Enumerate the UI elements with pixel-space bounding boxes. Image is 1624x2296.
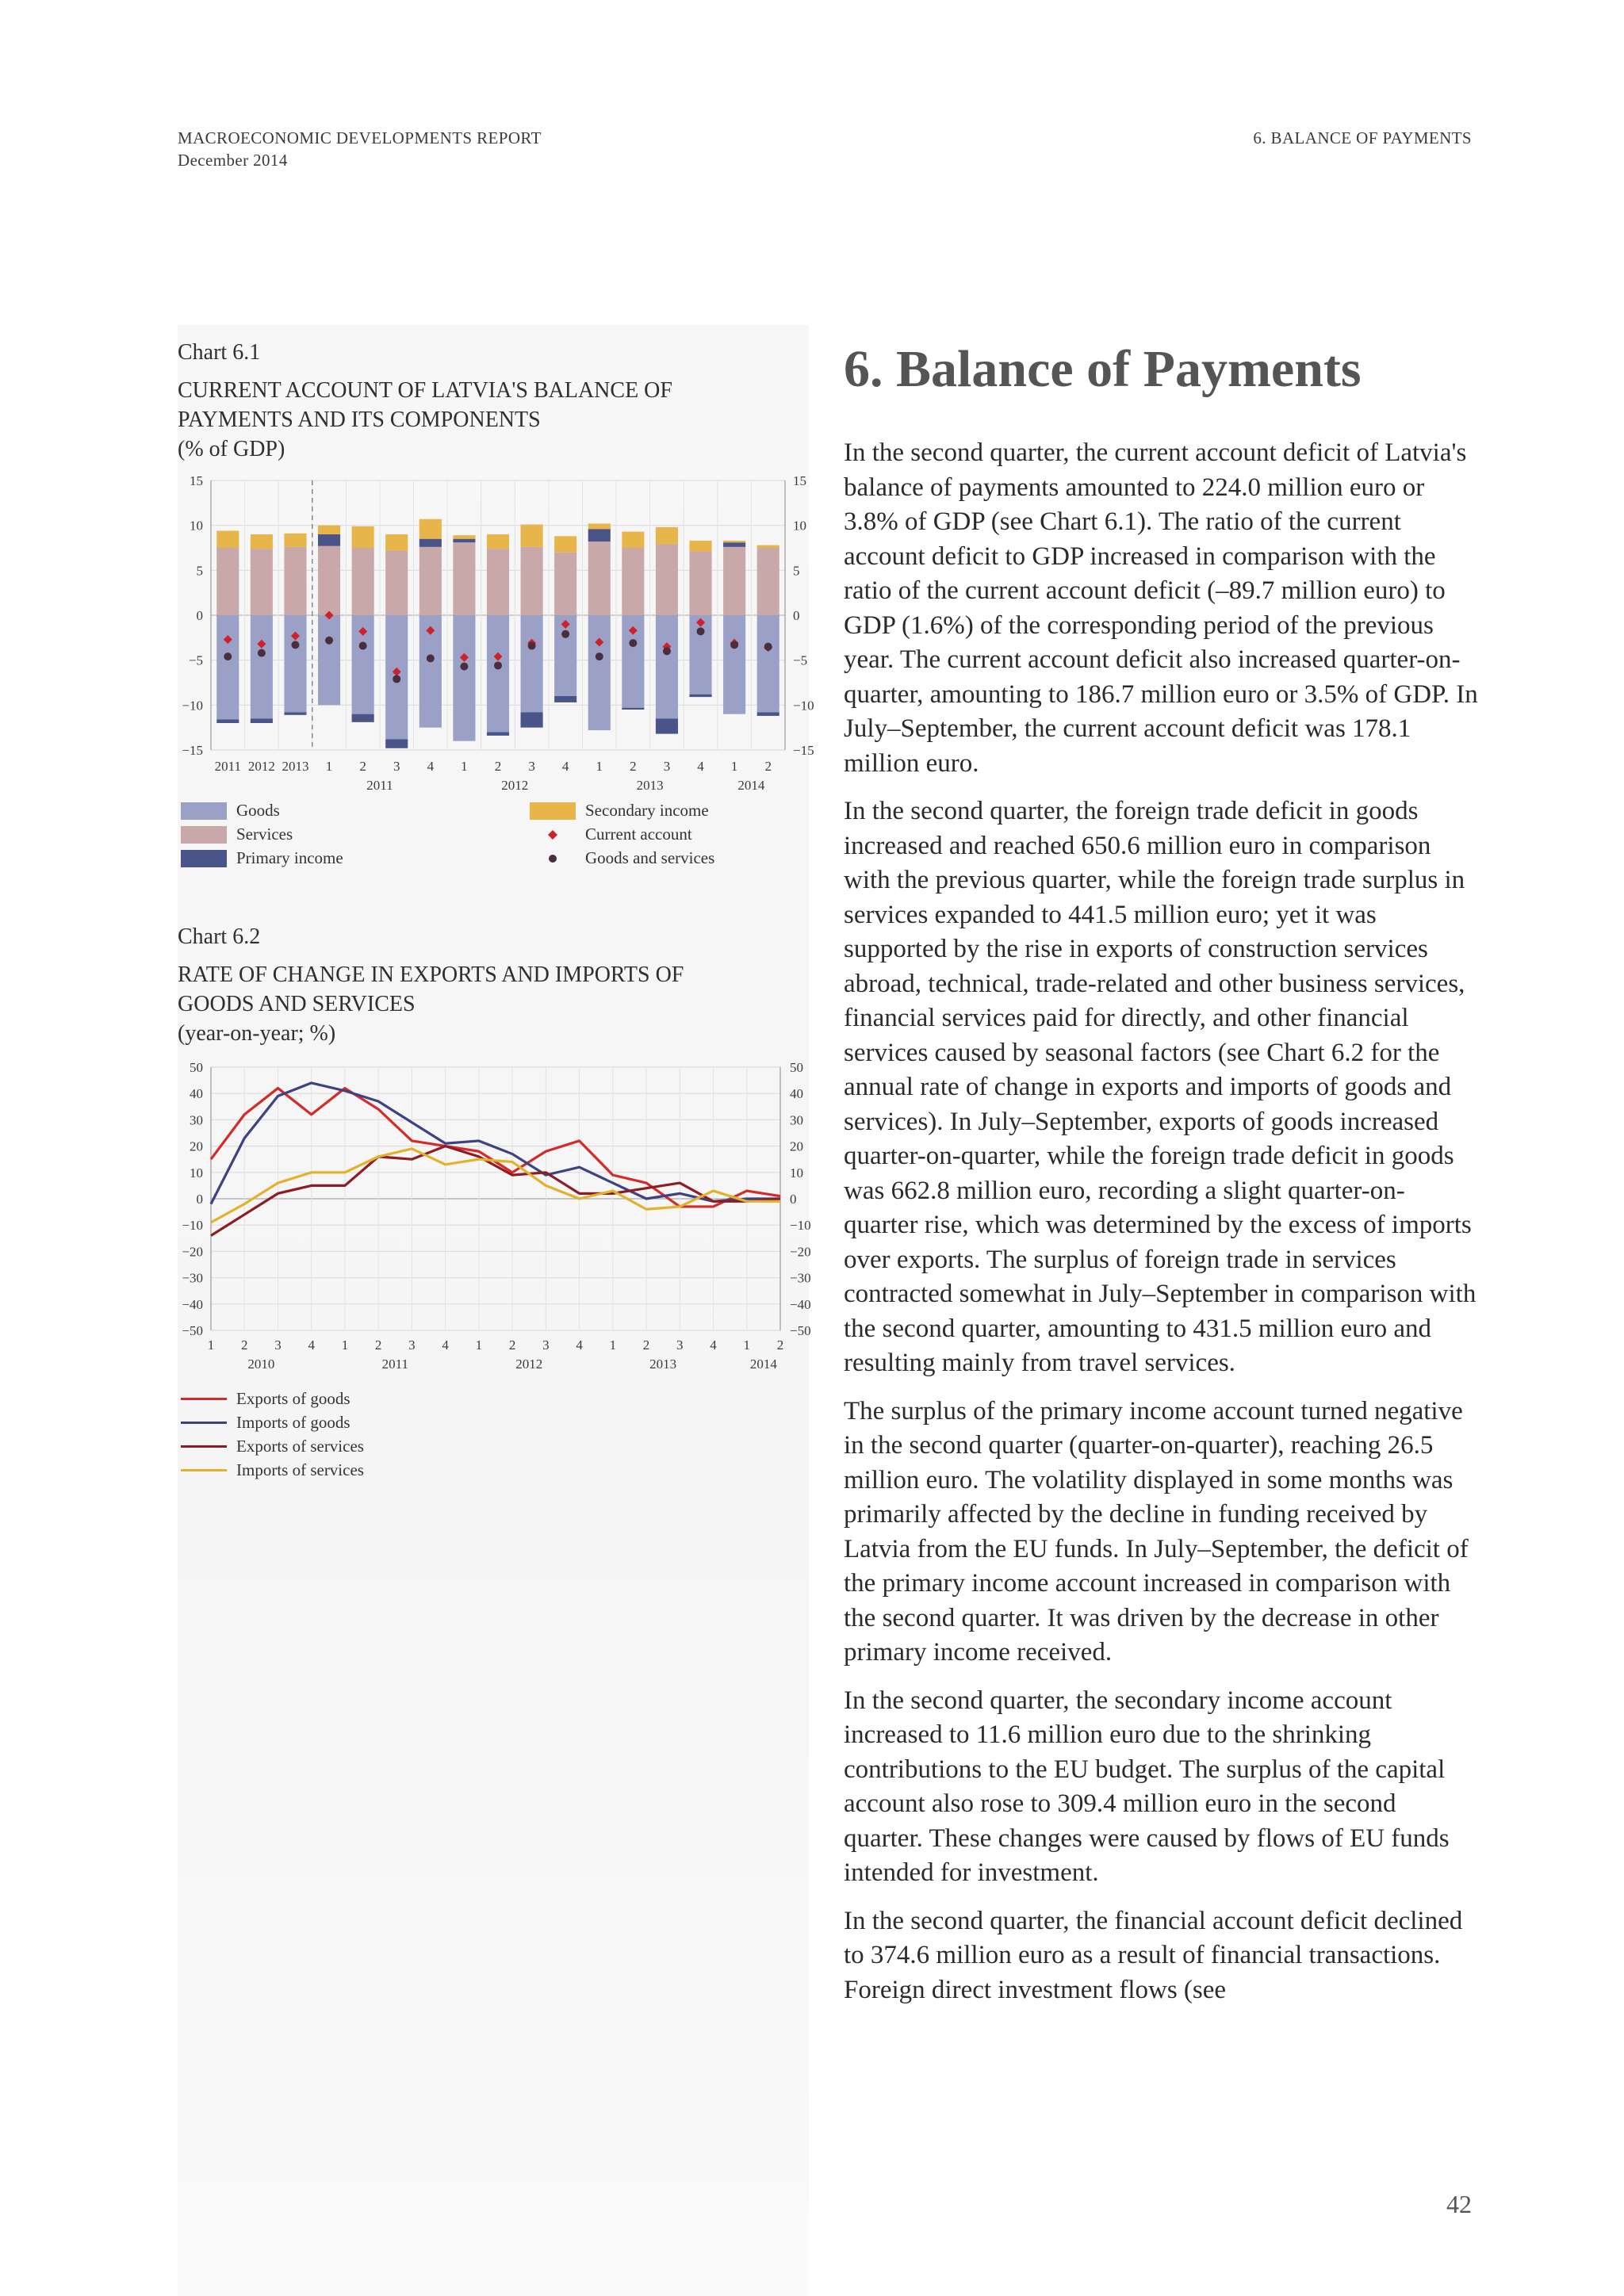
legend-label: Current account [585,825,692,844]
y-tick-label-right: 20 [790,1138,803,1154]
legend-label: Exports of goods [236,1389,350,1408]
x-tick-label: 3 [528,759,535,774]
bar-services [284,547,306,615]
legend-swatch [181,826,227,844]
chart-title-line: PAYMENTS AND ITS COMPONENTS [178,408,541,432]
x-tick-label: 1 [461,759,468,774]
article [844,339,1478,2021]
bar-goods [251,615,273,718]
y-tick-label-left: −20 [182,1244,203,1260]
marker-goods-and-services [393,675,400,683]
x-tick-label: 1 [609,1337,617,1353]
y-tick-label-right: −10 [790,1218,811,1234]
y-tick-label-left: 15 [190,473,203,488]
x-tick-label: 1 [743,1337,751,1353]
legend-item [181,1437,364,1456]
bar-primary-income [487,732,509,736]
y-tick-label-left: 30 [190,1112,203,1128]
legend-label: Goods and services [585,848,715,867]
marker-goods-and-services [291,641,299,649]
bar-primary-income [385,739,408,748]
bar-secondary-income [689,541,711,552]
chart-number: Chart 6.2 [178,924,261,949]
bar-services [588,541,611,615]
y-tick-label-right: −30 [790,1270,811,1286]
marker-goods-and-services [697,627,705,635]
bar-goods [588,615,611,730]
x-year-label: 2014 [737,778,765,793]
bar-services [689,552,711,615]
legend-label: Imports of services [236,1460,364,1479]
marker-goods-and-services [561,630,569,638]
paragraph: In the second quarter, the current account deficit of Latvia's balance of payments amounted to 224.0 million euro or 3.8% of GDP (see Chart 6.1). The ratio of the current account deficit to GDP increased in comparison with the ratio of the current account deficit (–89.7 million euro) to GDP (1.6%) of the corresponding period of the previous year. The current account deficit also increased quarter-on-quarter, amounting to 186.7 million euro or 3.5% of GDP. In July–September, the current account deficit was 178.1 million euro. [844,438,1478,778]
y-tick-label-left: 0 [196,1192,203,1207]
legend-item [181,1389,350,1409]
bar-services [352,548,374,615]
bar-secondary-income [521,525,543,547]
y-tick-label-left: 10 [190,518,203,534]
x-tick-label: 1 [596,759,603,774]
y-tick-label-right: 10 [793,518,806,534]
y-tick-label-right: 50 [790,1060,803,1075]
bar-secondary-income [656,527,678,545]
chart-title-line: CURRENT ACCOUNT OF LATVIA'S BALANCE OF [178,378,672,403]
marker-goods-and-services [427,654,435,662]
bar-services [723,547,745,615]
y-tick-label-right: 40 [790,1086,803,1102]
x-tick-label: 3 [393,759,400,774]
chart-6-2-legend [181,1389,577,1492]
x-tick-label: 2 [240,1337,248,1353]
bar-primary-income [588,529,611,541]
x-year-label: 2013 [649,1357,677,1372]
x-tick-label: 2 [630,759,637,774]
legend-item [181,848,343,868]
y-tick-label-left: −5 [188,652,203,668]
marker-goods-and-services [224,652,232,660]
y-tick-label-left: −10 [182,698,203,714]
bar-goods [216,615,239,719]
bar-secondary-income [588,523,611,529]
marker-goods-and-services [528,642,536,650]
legend-swatch [181,1469,227,1471]
x-tick-label: 1 [475,1337,483,1353]
x-tick-label: 4 [697,759,704,774]
chart-title-line: GOODS AND SERVICES [178,992,416,1016]
y-tick-label-left: 0 [196,608,203,623]
y-tick-label-right: −10 [793,698,814,714]
x-tick-label: 4 [442,1337,449,1353]
y-tick-label-right: 5 [793,563,800,579]
bar-primary-income [352,714,374,722]
report-date: December 2014 [178,151,288,170]
bar-services [622,548,644,615]
bar-primary-income [554,696,576,702]
y-tick-label-right: 0 [790,1192,797,1207]
paragraph: In the second quarter, the financial account deficit declined to 374.6 million euro as a result of financial transactions. Foreign direct investment flows (see [844,1906,1463,2004]
y-tick-label-left: 20 [190,1138,203,1154]
bar-services [487,549,509,615]
x-tick-label: 2013 [282,759,309,774]
y-tick-label-right: 15 [793,473,806,488]
bar-primary-income [757,712,779,716]
x-tick-label: 4 [561,759,569,774]
bar-goods [284,615,306,712]
x-tick-label: 2 [764,759,772,774]
y-tick-label-right: −50 [790,1323,811,1338]
bar-secondary-income [757,545,779,548]
bar-services [554,553,576,615]
paragraph: The surplus of the primary income account turned negative in the second quarter (quarter-on-quarter), reaching 26.5 million euro. The volatility displayed in some months was primarily affected by the decline in funding received by Latvia from the EU funds. In July–September, the deficit of the primary income account increased in comparison with the second quarter. It was driven by the decrease in other primary income received. [844,1396,1469,1667]
legend-item [181,1460,364,1480]
legend-swatch [181,1398,227,1400]
bar-services [251,549,273,615]
x-tick-label: 2 [494,759,502,774]
bar-primary-income [216,719,239,723]
legend-item [530,801,709,821]
chart-6-1-plot [178,468,820,809]
legend-swatch [181,1445,227,1448]
bar-primary-income [656,718,678,733]
x-tick-label: 2 [508,1337,516,1353]
x-tick-label: 4 [576,1337,583,1353]
x-year-label: 2012 [515,1357,543,1372]
legend-item [530,848,714,868]
chart-unit: (% of GDP) [178,437,285,461]
marker-goods-and-services [258,649,266,657]
x-tick-label: 1 [730,759,738,774]
x-tick-label: 1 [325,759,333,774]
x-tick-label: 3 [676,1337,684,1353]
x-tick-label: 1 [341,1337,349,1353]
paragraph: In the second quarter, the secondary income account increased to 11.6 million euro due to the shrinking contributions to the EU budget. The surplus of the capital account also rose to 309.4 million euro in the second quarter. These changes were caused by flows of EU funds intended for investment. [844,1686,1450,1887]
y-tick-label-right: −20 [790,1244,811,1260]
x-year-label: 2012 [501,778,529,793]
x-tick-label: 3 [408,1337,416,1353]
legend-item [181,1413,350,1433]
bar-secondary-income [216,530,239,548]
y-tick-label-left: −40 [182,1296,203,1312]
x-tick-label: 4 [710,1337,717,1353]
legend-swatch [181,1422,227,1424]
marker-goods-and-services [325,637,333,645]
bar-secondary-income [453,535,475,539]
y-tick-label-right: 10 [790,1165,803,1181]
chart-title-line: RATE OF CHANGE IN EXPORTS AND IMPORTS OF [178,962,684,987]
bar-goods [723,615,745,714]
chart-6-1-legend [181,801,807,880]
x-tick-label: 3 [663,759,671,774]
bar-primary-income [453,539,475,543]
bar-secondary-income [352,526,374,548]
x-year-label: 2011 [366,778,393,793]
bar-services [318,546,340,615]
bar-primary-income [251,718,273,723]
report-title: MACROECONOMIC DEVELOPMENTS REPORT [178,128,542,147]
legend-item [530,825,692,844]
marker-goods-and-services [629,639,637,647]
bar-secondary-income [251,534,273,549]
chart-unit: (year-on-year; %) [178,1021,336,1046]
page-header-right: 6. BALANCE OF PAYMENTS [1253,128,1472,147]
x-tick-label: 2 [374,1337,382,1353]
legend-label: Exports of services [236,1437,364,1456]
chart-title [178,960,812,1019]
legend-marker [530,850,576,867]
x-year-label: 2010 [247,1357,275,1372]
y-tick-label-left: −50 [182,1323,203,1338]
bar-services [757,548,779,615]
y-tick-label-left: 40 [190,1086,203,1102]
x-tick-label: 3 [274,1337,282,1353]
marker-goods-and-services [764,643,772,651]
series-line-imports-of-services [211,1149,780,1223]
bar-primary-income [622,708,644,710]
y-tick-label-left: −10 [182,1218,203,1234]
bar-goods [487,615,509,732]
marker-goods-and-services [494,661,502,669]
y-tick-label-left: −15 [182,743,203,758]
paragraph: In the second quarter, the foreign trade deficit in goods increased and reached 650.6 million euro in comparison with the previous quarter, while the foreign trade surplus in services expanded to 441.5 million euro; yet it was supported by the rise in exports of construction services abroad, technical, trade-related and other business services, financial services paid for directly, and other financial services caused by seasonal factors (see Chart 6.2 for the annual rate of change in exports and imports of goods and services). In July–September, exports of goods increased quarter-on-quarter, while the foreign trade deficit in goods was 662.8 million euro, recording a slight quarter-on-quarter rise, which was determined by the excess of imports over exports. The surplus of foreign trade in services contracted somewhat in July–September in comparison with the second quarter, amounting to 431.5 million euro and resulting mainly from travel services. [844,797,1477,1377]
x-tick-label: 4 [427,759,435,774]
x-tick-label: 1 [207,1337,215,1353]
y-tick-label-left: 50 [190,1060,203,1075]
page-number: 42 [1446,2190,1472,2218]
bar-services [656,544,678,615]
page-header-left [178,127,542,171]
legend-swatch [181,802,227,820]
x-tick-label: 3 [542,1337,550,1353]
marker-goods-and-services [663,647,671,655]
bar-primary-income [284,712,306,714]
bar-primary-income [723,542,745,547]
bar-goods [453,615,475,741]
bar-secondary-income [487,534,509,549]
bar-primary-income [521,712,543,727]
chart-number: Chart 6.1 [178,340,261,365]
bar-secondary-income [723,541,745,542]
x-tick-label: 2 [359,759,366,774]
bar-services [453,542,475,615]
legend-label: Imports of goods [236,1413,350,1432]
bar-secondary-income [385,534,408,550]
legend-item [181,801,280,821]
section-heading: 6. Balance of Payments [844,340,1362,398]
bar-services [216,548,239,615]
x-year-label: 2011 [381,1357,408,1372]
bar-secondary-income [622,532,644,548]
bar-goods [318,615,340,705]
legend-label: Primary income [236,848,343,867]
bar-goods [689,615,711,695]
bar-secondary-income [554,536,576,552]
bar-goods [521,615,543,712]
bar-secondary-income [318,526,340,534]
y-tick-label-left: 5 [196,563,203,579]
y-tick-label-left: −30 [182,1270,203,1286]
bar-primary-income [689,695,711,697]
x-year-label: 2013 [636,778,664,793]
legend-marker [530,826,576,844]
bar-secondary-income [419,519,442,539]
x-tick-label: 2 [642,1337,650,1353]
bar-goods [757,615,779,712]
y-tick-label-right: −5 [793,652,808,668]
y-tick-label-right: −15 [793,743,814,758]
x-tick-label: 4 [308,1337,315,1353]
legend-label: Secondary income [585,801,709,820]
x-year-label: 2014 [749,1357,777,1372]
legend-swatch [181,850,227,867]
marker-goods-and-services [359,642,367,650]
bar-services [521,547,543,615]
marker-goods-and-services [460,663,468,671]
bar-services [385,550,408,615]
chart-6-1-block [178,339,812,464]
legend-item [181,825,293,844]
legend-swatch [530,802,576,820]
chart-title [178,376,812,434]
x-tick-label: 2 [776,1337,784,1353]
bar-goods [656,615,678,718]
y-tick-label-right: −40 [790,1296,811,1312]
legend-label: Services [236,825,293,844]
x-tick-label: 2012 [247,759,275,774]
y-tick-label-left: 10 [190,1165,203,1181]
bar-secondary-income [284,534,306,547]
chart-6-2-plot [178,1054,820,1387]
legend-label: Goods [236,801,280,820]
marker-goods-and-services [596,652,603,660]
bar-services [419,547,442,615]
bar-primary-income [419,539,442,547]
y-tick-label-right: 30 [790,1112,803,1128]
chart-6-2-block [178,924,812,1048]
x-tick-label: 2011 [214,759,241,774]
y-tick-label-right: 0 [793,608,800,623]
marker-goods-and-services [730,641,738,649]
bar-primary-income [318,534,340,546]
